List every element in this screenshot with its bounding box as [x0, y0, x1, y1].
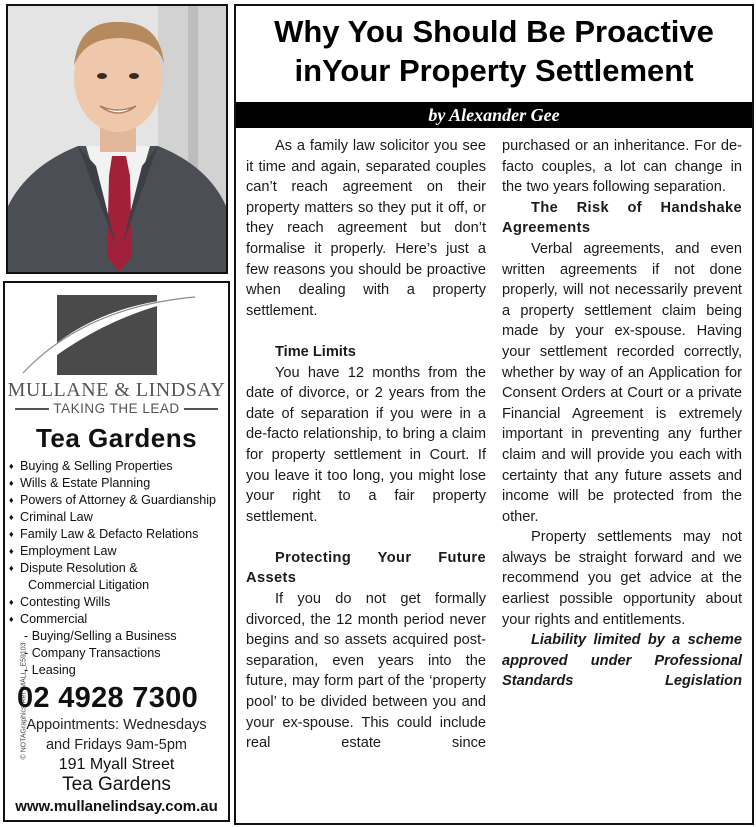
body-paragraph: You have 12 months from the date of divorce, or 2 years from the date of separation if you were in a de-facto relationship, to bring a claim for property settlement in Court. If you leave it too long, you might lose your right to a fair property settlement.: [246, 364, 486, 525]
list-item: Commercial Litigation: [28, 578, 150, 592]
article: [234, 4, 754, 825]
byline: by Alexander Gee: [236, 102, 752, 128]
intro-paragraph: As a family law solicitor you see it time and again, separated couples can’t reach agreement on their property matters so they put it off, or they reach agreement but don’t formalise it properly. Here’s just a few reasons you should be proactive when dealing with a property settlement.: [246, 138, 486, 319]
headline-line-1: Why You Should Be Proactive: [274, 14, 714, 49]
liability-statement: Liability limited by a scheme approved under Professional Standards Legislation: [502, 632, 742, 690]
section-heading: Time Limits: [275, 343, 356, 360]
appointments-line-1: Appointments: Wednesdays: [26, 717, 207, 733]
author-photo: [6, 4, 228, 274]
address-street: 191 Myall Street: [58, 756, 175, 773]
firm-advertisement: [3, 281, 230, 822]
tagline: TAKING THE LEAD: [53, 401, 180, 416]
office-location-title: Tea Gardens: [35, 423, 198, 453]
list-item: ♦ Wills & Estate Planning: [9, 475, 216, 492]
list-item: ♦ Contesting Wills: [9, 594, 216, 611]
logo-swoosh-graphic: [5, 283, 228, 383]
list-item: ♦ Family Law & Defacto Relations: [9, 526, 216, 543]
body-paragraph: If you do not get formally divorced, the 12 month period never begins and so assets acquired post-separation, even years into the future, may form part of the ‘property pool’ to be divided between you and your ex-spouse. This could include real estate since: [246, 591, 486, 752]
section-heading: Protecting Your Future Assets: [246, 549, 486, 587]
list-item: ♦ Dispute Resolution &: [9, 560, 216, 577]
headline-line-2: inYour Property Settlement: [294, 53, 694, 88]
appointments-info: [5, 715, 228, 755]
list-item: ♦ Commercial: [9, 611, 216, 628]
body-paragraph: Verbal agreements, and even written agreements if not done properly, will not necessarily prevent a property settlement claim being made by your ex-spouse. Having your settlement recorded correctly, whether by way of an Application for Consent Orders at Court or a private Financial Agreement is extremely important in preventing any further claim and will provide you each with certainty that any future assets and income will be protected from the other.: [502, 240, 742, 525]
headline: [236, 12, 752, 90]
article-column-2: [502, 136, 742, 692]
author-portrait-image: [8, 6, 226, 272]
article-column-1: [246, 136, 486, 754]
list-item: - Company Transactions: [24, 646, 161, 660]
list-item: ♦ Buying & Selling Properties: [9, 458, 216, 475]
tagline-rule-right: [184, 408, 218, 410]
list-item: - Leasing: [24, 663, 76, 677]
body-paragraph: purchased or an inheritance. For de-facto couples, a lot can change in the two years following separation.: [502, 138, 742, 196]
website-link[interactable]: www.mullanelindsay.com.au: [15, 798, 218, 815]
list-item: ♦ Powers of Attorney & Guardianship: [9, 492, 216, 509]
list-item: ♦ Employment Law: [9, 543, 216, 560]
services-list: [9, 458, 216, 679]
brand-name: MULLANE & LINDSAY: [7, 379, 226, 401]
closing-paragraph: Property settlements may not always be straight forward and we recommend you get advice at the earliest possible opportunity about your rights and entitlements.: [502, 529, 742, 628]
appointments-line-2: and Fridays 9am-5pm: [45, 737, 188, 753]
tagline-rule-left: [15, 408, 49, 410]
list-item: ♦ Criminal Law: [9, 509, 216, 526]
section-heading: The Risk of Handshake Agreements: [502, 199, 742, 237]
list-item: - Buying/Selling a Business: [24, 629, 177, 643]
phone-number[interactable]: 02 4928 7300: [17, 682, 198, 714]
tagline-row: [15, 401, 218, 416]
artwork-credit: © NOTAGraphics Ref: MALL_E59103: [20, 642, 28, 760]
address-town: Tea Gardens: [62, 774, 171, 795]
